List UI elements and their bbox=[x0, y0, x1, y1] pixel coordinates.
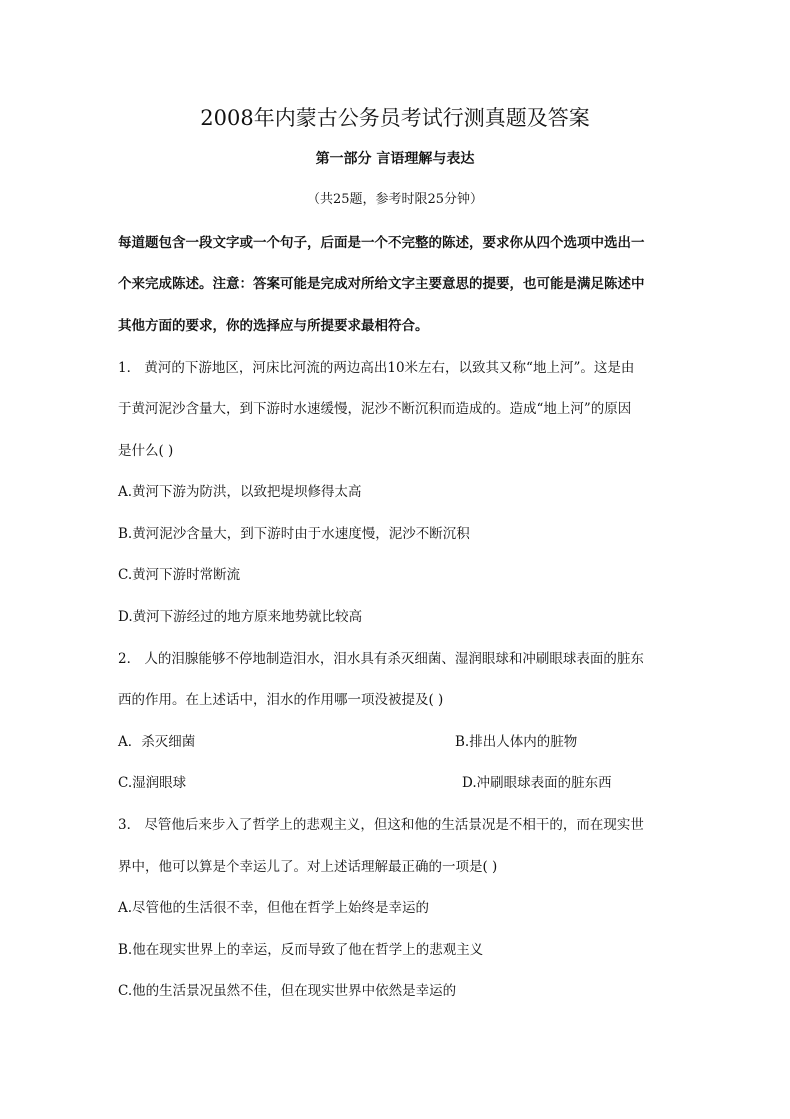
question-3-line-2: 界中，他可以算是个幸运儿了。对上述话理解最正确的一项是( ) bbox=[118, 859, 498, 875]
question-1-option-a: A.黄河下游为防洪，以致把堤坝修得太高 bbox=[118, 484, 362, 500]
question-2-line-1: 2． 人的泪腺能够不停地制造泪水，泪水具有杀灭细菌、湿润眼球和冲刷眼球表面的脏东 bbox=[118, 651, 644, 667]
question-1-option-d: D.黄河下游经过的地方原来地势就比较高 bbox=[118, 609, 363, 625]
question-2-option-b: B.排出人体内的脏物 bbox=[455, 734, 578, 750]
question-1-line-2: 于黄河泥沙含量大，到下游时水速缓慢，泥沙不断沉积而造成的。造成“地上河”的原因 bbox=[118, 401, 632, 417]
time-limit-note: （共25题，参考时限25分钟） bbox=[306, 192, 484, 207]
instruction-line-2: 个来完成陈述。注意：答案可能是完成对所给文字主要意思的提要，也可能是满足陈述中 bbox=[118, 276, 645, 292]
question-1-option-c: C.黄河下游时常断流 bbox=[118, 567, 241, 583]
question-3-option-a: A.尽管他的生活很不幸，但他在哲学上始终是幸运的 bbox=[118, 900, 430, 916]
question-3-option-c: C.他的生活景况虽然不佳，但在现实世界中依然是幸运的 bbox=[118, 983, 457, 999]
question-2-line-2: 西的作用。在上述话中，泪水的作用哪一项没被提及( ) bbox=[118, 692, 444, 708]
question-1-line-3: 是什么( ) bbox=[118, 443, 174, 459]
instruction-line-3: 其他方面的要求，你的选择应与所提要求最相符合。 bbox=[118, 318, 429, 334]
question-2-option-c: C.湿润眼球 bbox=[118, 775, 187, 791]
instruction-line-1: 每道题包含一段文字或一个句子，后面是一个不完整的陈述，要求你从四个选项中选出一 bbox=[118, 235, 645, 251]
document-title: 2008年内蒙古公务员考试行测真题及答案 bbox=[200, 106, 590, 130]
question-1-option-b: B.黄河泥沙含量大，到下游时由于水速度慢，泥沙不断沉积 bbox=[118, 526, 470, 542]
question-2-option-d: D.冲刷眼球表面的脏东西 bbox=[462, 775, 612, 791]
question-3-line-1: 3． 尽管他后来步入了哲学上的悲观主义，但这和他的生活景况是不相干的，而在现实世 bbox=[118, 817, 644, 833]
question-3-option-b: B.他在现实世界上的幸运，反而导致了他在哲学上的悲观主义 bbox=[118, 942, 484, 958]
section-heading: 第一部分 言语理解与表达 bbox=[315, 151, 475, 167]
question-1-line-1: 1． 黄河的下游地区，河床比河流的两边高出10米左右，以致其又称“地上河”。这是由 bbox=[118, 360, 635, 376]
question-2-option-a: A．杀灭细菌 bbox=[118, 734, 196, 750]
